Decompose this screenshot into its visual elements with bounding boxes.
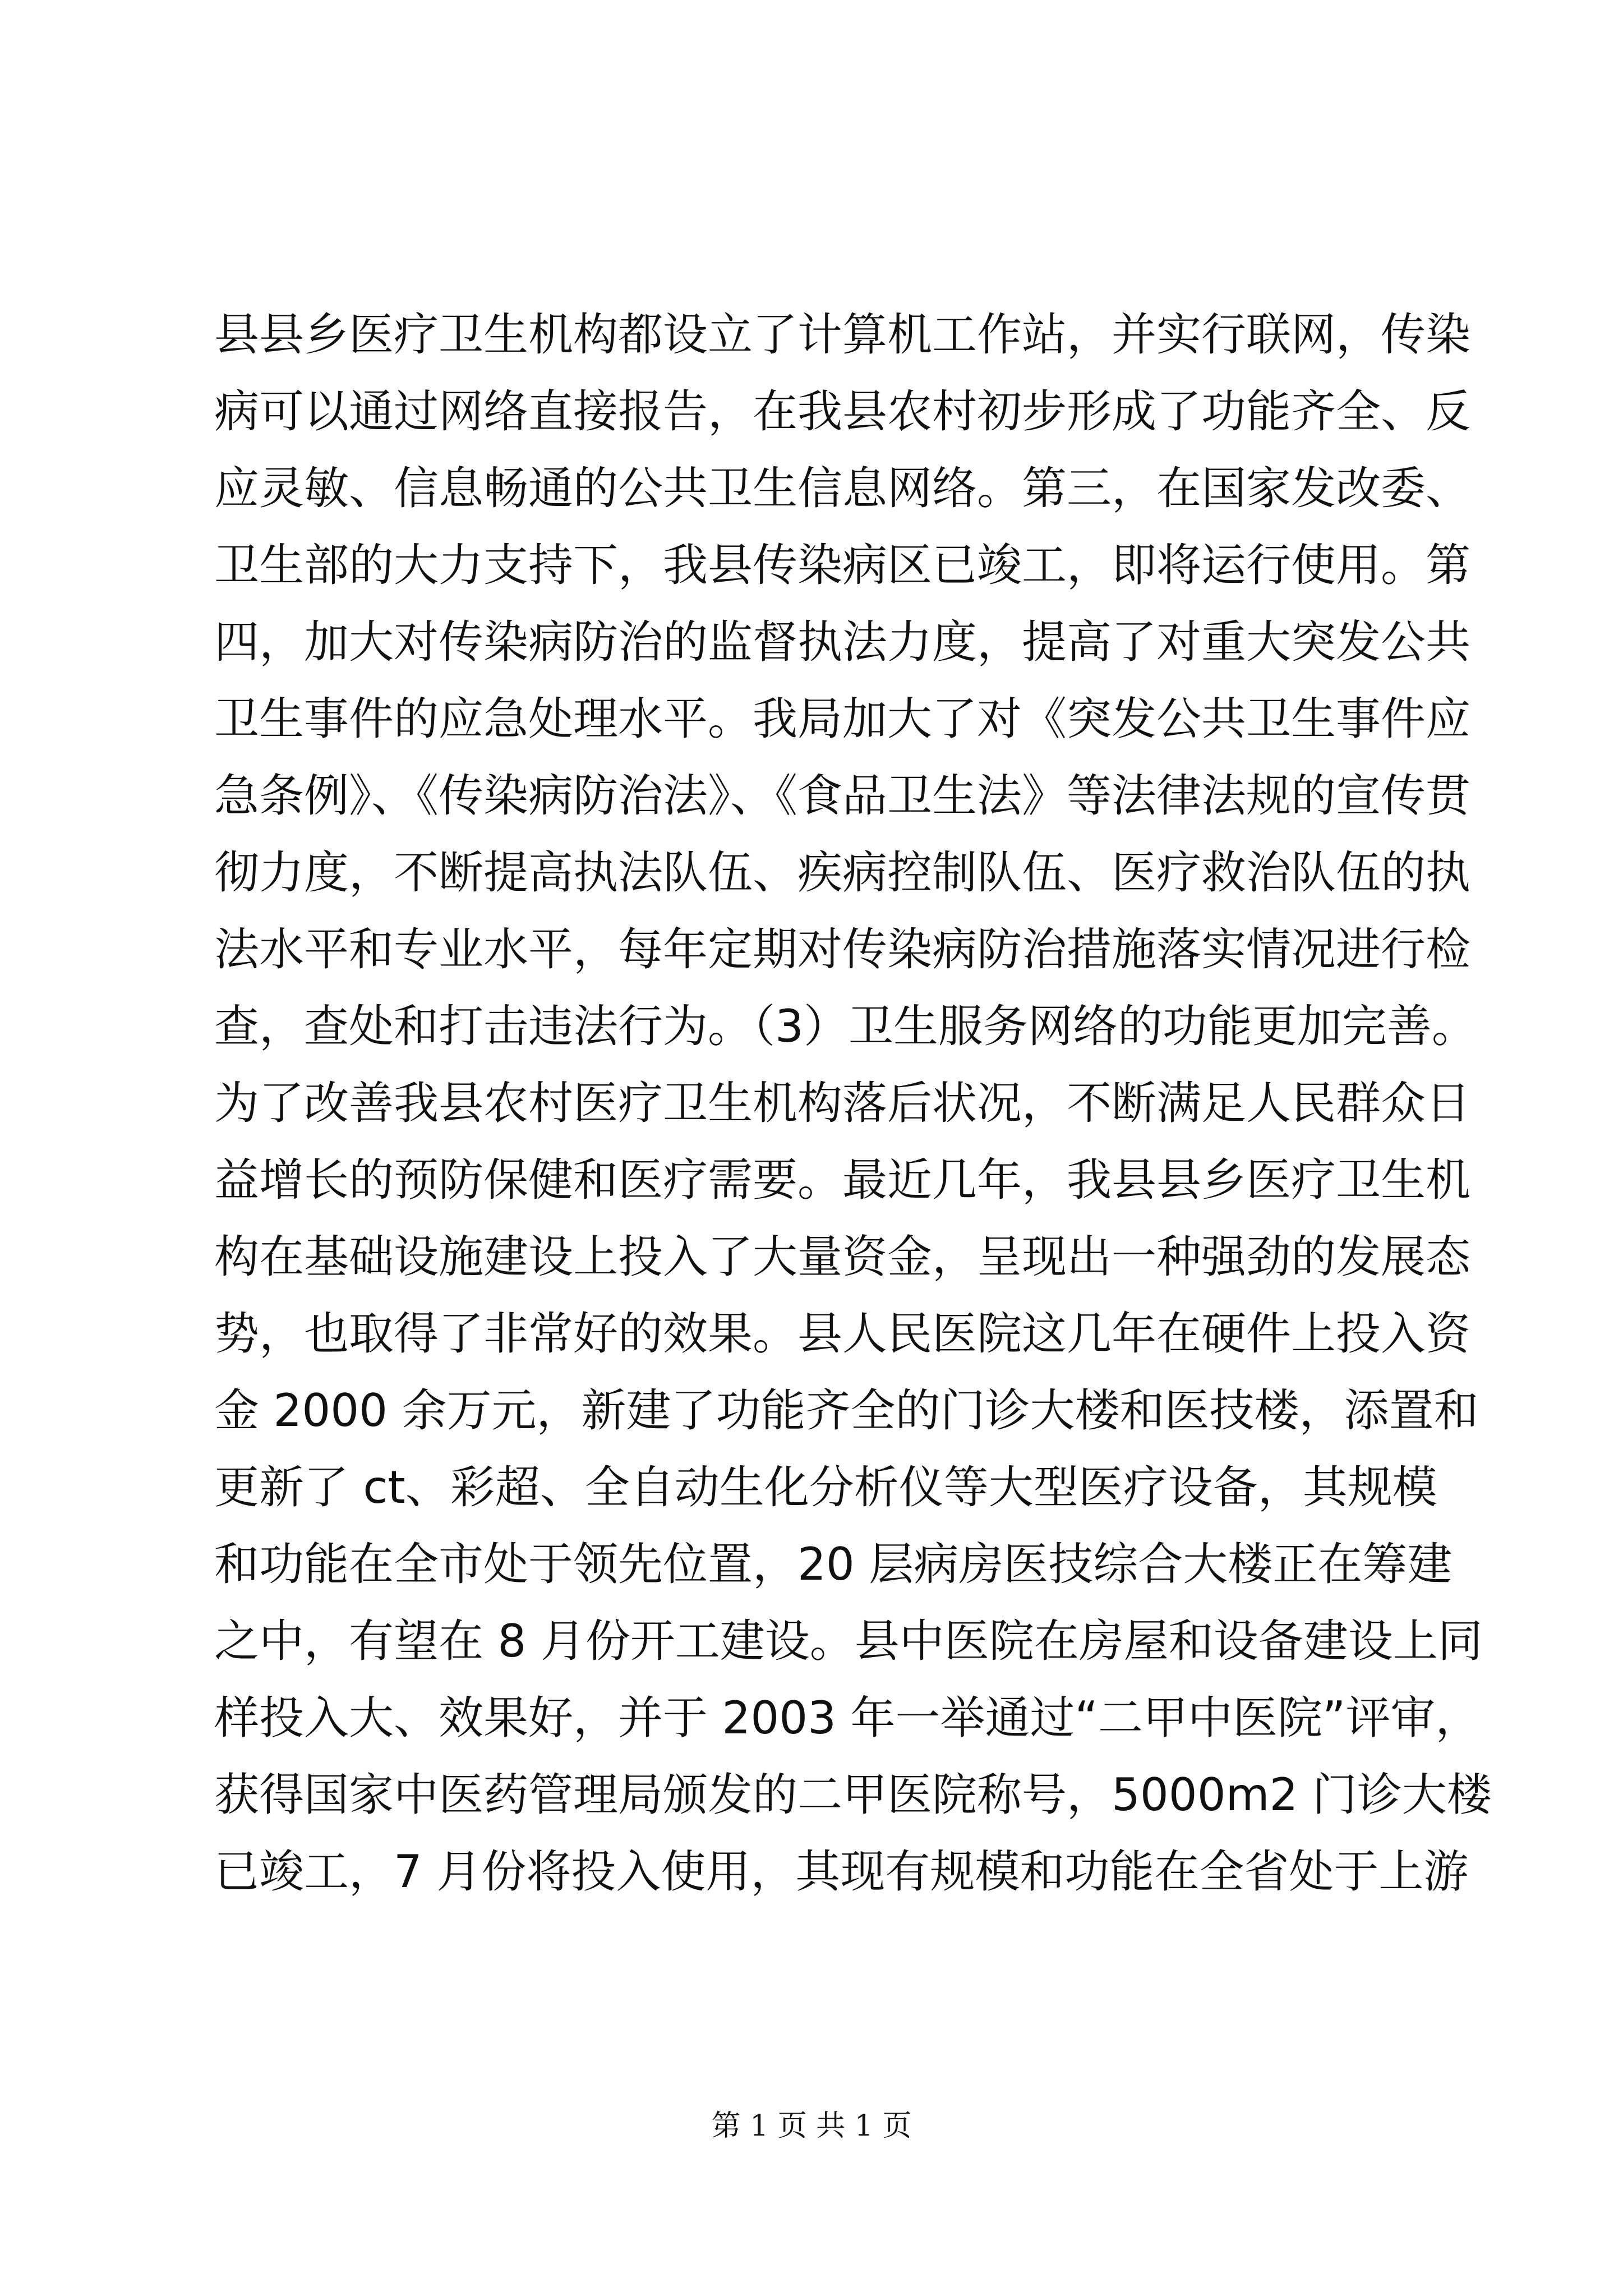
text-line-14: 势，也取得了非常好的效果。县人民医院这几年在硬件上投入资 — [214, 1308, 1470, 1360]
text-line-7: 急条例》、《传染病防治法》、《食品卫生法》等法律法规的宣传贯 — [214, 770, 1470, 822]
text-line-5: 四，加大对传染病防治的监督执法力度，提高了对重大突发公共 — [214, 616, 1470, 668]
text-line-6: 卫生事件的应急处理水平。我局加大了对《突发公共卫生事件应 — [214, 693, 1470, 745]
text-line-12: 益增长的预防保健和医疗需要。最近几年，我县县乡医疗卫生机 — [214, 1154, 1470, 1206]
text-line-20: 获得国家中医药管理局颁发的二甲医院称号，5000m2 门诊大楼 — [214, 1769, 1492, 1821]
text-line-13: 构在基础设施建设上投入了大量资金，呈现出一种强劲的发展态 — [214, 1231, 1470, 1283]
text-line-8: 彻力度，不断提高执法队伍、疾病控制队伍、医疗救治队伍的执 — [214, 846, 1470, 899]
text-line-16: 更新了 ct、彩超、全自动生化分析仪等大型医疗设备，其规模 — [214, 1461, 1437, 1513]
text-line-17: 和功能在全市处于领先位置，20 层病房医技综合大楼正在筹建 — [214, 1538, 1453, 1590]
text-line-18: 之中，有望在 8 月份开工建设。县中医院在房屋和设备建设上同 — [214, 1615, 1483, 1667]
text-line-4: 卫生部的大力支持下，我县传染病区已竣工，即将运行使用。第 — [214, 539, 1470, 591]
page-footer — [0, 2109, 1623, 2143]
text-line-11: 为了改善我县农村医疗卫生机构落后状况，不断满足人民群众日 — [214, 1077, 1470, 1129]
text-line-21: 已竣工，7 月份将投入使用，其现有规模和功能在全省处于上游 — [214, 1846, 1469, 1898]
page-number-label: 第 1 页 共 1 页 — [711, 2109, 912, 2143]
body-text — [214, 296, 1492, 1910]
text-line-2: 病可以通过网络直接报告，在我县农村初步形成了功能齐全、反 — [214, 385, 1470, 438]
text-line-19: 样投入大、效果好，并于 2003 年一举通过“二甲中医院”评审， — [214, 1692, 1481, 1744]
text-line-9: 法水平和专业水平，每年定期对传染病防治措施落实情况进行检 — [214, 923, 1470, 976]
text-line-10: 查，查处和打击违法行为。（3）卫生服务网络的功能更加完善。 — [214, 1000, 1477, 1052]
text-line-1: 县县乡医疗卫生机构都设立了计算机工作站，并实行联网，传染 — [214, 309, 1470, 361]
text-line-15: 金 2000 余万元，新建了功能齐全的门诊大楼和医技楼，添置和 — [214, 1384, 1479, 1437]
text-line-3: 应灵敏、信息畅通的公共卫生信息网络。第三，在国家发改委、 — [214, 462, 1470, 514]
